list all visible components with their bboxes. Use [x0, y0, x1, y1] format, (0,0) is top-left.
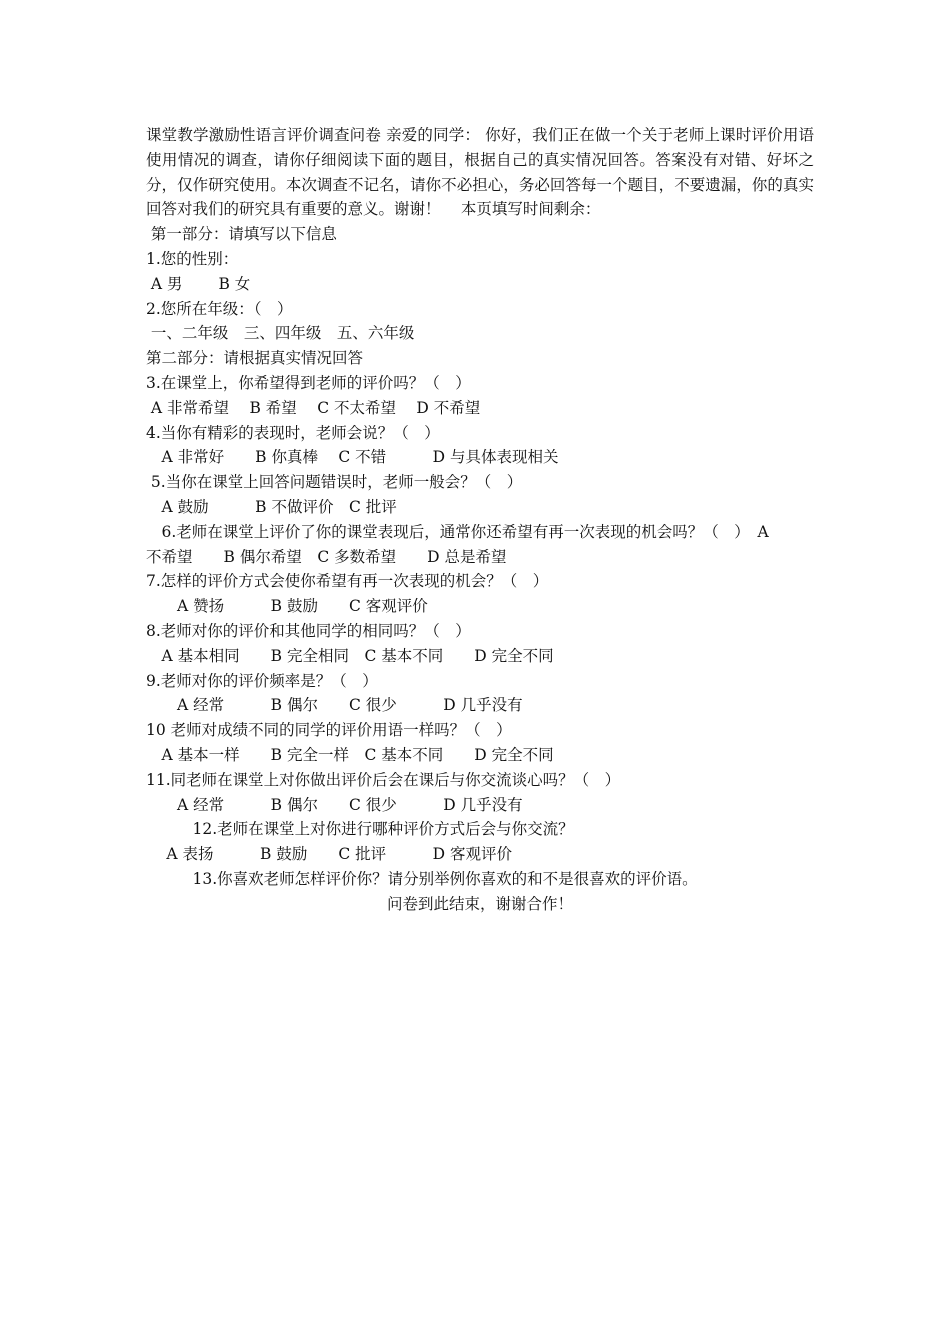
question-13: 13.你喜欢老师怎样评价你？请分别举例你喜欢的和不是很喜欢的评价语。 [146, 869, 698, 888]
question-9-options: A 经常 B 偶尔 C 很少 D 几乎没有 [146, 696, 523, 715]
question-12: 12.老师在课堂上对你进行哪种评价方式后会与你交流？ [146, 820, 574, 839]
question-11: 11.同老师在课堂上对你做出评价后会在课后与你交流谈心吗？（ ） [146, 770, 621, 789]
section-1-heading: 第一部分：请填写以下信息 [146, 225, 337, 244]
question-5: 5.当你在课堂上回答问题错误时，老师一般会？（ ） [146, 473, 523, 492]
question-9: 9.老师对你的评价频率是？（ ） [146, 671, 378, 690]
question-8-options: A 基本相同 B 完全相同 C 基本不同 D 完全不同 [146, 646, 554, 665]
question-3: 3.在课堂上，你希望得到老师的评价吗？（ ） [146, 373, 471, 392]
question-4: 4.当你有精彩的表现时，老师会说？（ ） [146, 423, 440, 442]
closing-text: 问卷到此结束，谢谢合作！ [386, 894, 573, 913]
question-3-options: A 非常希望 B 希望 C 不太希望 D 不希望 [146, 398, 481, 417]
question-5-options: A 鼓励 B 不做评价 C 批评 [146, 497, 397, 516]
question-2: 2.您所在年级：（ ） [146, 299, 293, 318]
question-7-options: A 赞扬 B 鼓励 C 客观评价 [146, 597, 428, 616]
question-10-options: A 基本一样 B 完全一样 C 基本不同 D 完全不同 [146, 745, 554, 764]
question-1-options: A 男 B 女 [146, 274, 251, 293]
question-11-options: A 经常 B 偶尔 C 很少 D 几乎没有 [146, 795, 523, 814]
question-10: 10 老师对成绩不同的同学的评价用语一样吗？（ ） [146, 721, 512, 740]
question-7: 7.怎样的评价方式会使你希望有再一次表现的机会？（ ） [146, 572, 549, 591]
question-6: 6.老师在课堂上评价了你的课堂表现后，通常你还希望有再一次表现的机会吗？（ ） A [146, 522, 769, 541]
question-8: 8.老师对你的评价和其他同学的相同吗？（ ） [146, 621, 471, 640]
intro-paragraph: 课堂教学激励性语言评价调查问卷 亲爱的同学： 你好，我们正在做一个关于老师上课时评价用语使用情况的调查，请你仔细阅读下面的题目，根据自己的真实情况回答。答案没有对错、好坏之分，仅作研究使用。本次调查不记名，请你不必担心，务必回答每一个题目，不要遗漏，你的真实回答对我们的研究具有重要的意义。谢谢！ 本页填写时间剩余： [146, 126, 814, 219]
question-2-options: 一、二年级 三、四年级 五、六年级 [146, 324, 415, 343]
question-1: 1.您的性别： [146, 249, 239, 268]
questionnaire-page [146, 123, 814, 917]
question-12-options: A 表扬 B 鼓励 C 批评 D 客观评价 [146, 845, 513, 864]
section-2-heading: 第二部分：请根据真实情况回答 [146, 349, 364, 368]
question-4-options: A 非常好 B 你真棒 C 不错 D 与具体表现相关 [146, 448, 559, 467]
question-6-options: 不希望 B 偶尔希望 C 多数希望 D 总是希望 [146, 547, 507, 566]
